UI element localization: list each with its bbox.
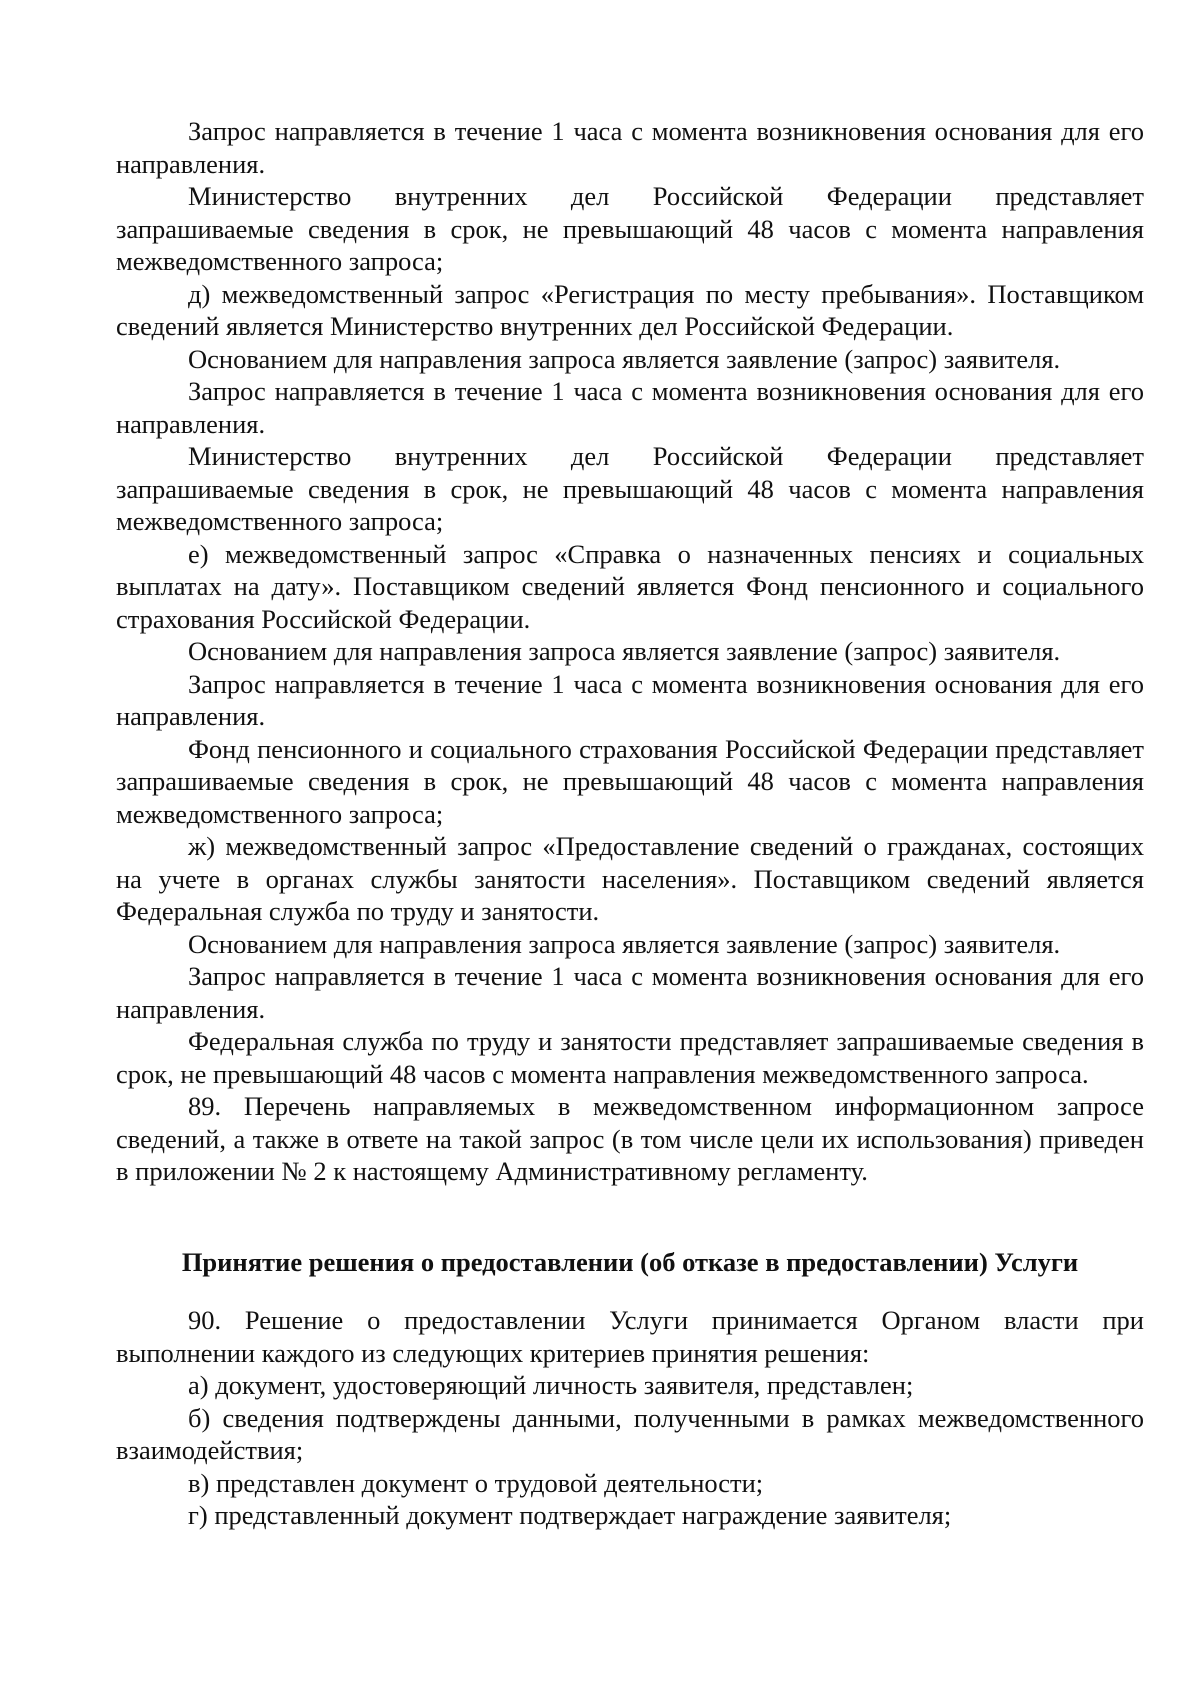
criterion-g: г) представленный документ подтверждает награждение заявителя; bbox=[188, 1500, 952, 1530]
criterion-b: б) сведения подтверждены данными, полученными в рамках межведомственного взаимодействия; bbox=[116, 1402, 1144, 1465]
paragraph: Министерство внутренних дел Российской Федерации представляет запрашиваемые сведения в срок, не превышающий 48 часов с момента направления межведомственного запроса; bbox=[116, 441, 1144, 536]
paragraph-item-e: е) межведомственный запрос «Справка о назначенных пенсиях и социальных выплатах на дату». Поставщиком сведений является Фонд пенсионного и социального страхования Российской Федерации. bbox=[116, 538, 1144, 634]
paragraph-item-zh: ж) межведомственный запрос «Предоставление сведений о гражданах, состоящих на учете в органах службы занятости населения». Поставщиком сведений является Федеральная служба по труду и занятости. bbox=[116, 831, 1144, 926]
paragraph-item-d: д) межведомственный запрос «Регистрация по месту пребывания». Поставщиком сведений является Министерство внутренних дел Российской Федерации. bbox=[116, 278, 1144, 341]
paragraph: Основанием для направления запроса является заявление (запрос) заявителя. bbox=[188, 636, 1061, 666]
paragraph: Запрос направляется в течение 1 часа с момента возникновения основания для его направления. bbox=[116, 668, 1144, 731]
paragraph-90: 90. Решение о предоставлении Услуги принимается Органом власти при выполнении каждого из следующих критериев принятия решения: bbox=[116, 1305, 1144, 1368]
criterion-v: в) представлен документ о трудовой деятельности; bbox=[188, 1467, 764, 1498]
paragraph: Министерство внутренних дел Российской Федерации представляет запрашиваемые сведения в срок, не превышающий 48 часов с момента направления межведомственного запроса; bbox=[116, 181, 1144, 276]
document-page bbox=[116, 115, 1144, 1532]
paragraph: Основанием для направления запроса является заявление (запрос) заявителя. bbox=[188, 928, 1061, 959]
section-heading: Принятие решения о предоставлении (об отказе в предоставлении) Услуги bbox=[181, 1246, 1079, 1277]
paragraph: Запрос направляется в течение 1 часа с момента возникновения основания для его направления. bbox=[116, 961, 1144, 1024]
criterion-a: а) документ, удостоверяющий личность заявителя, представлен; bbox=[188, 1370, 914, 1400]
paragraph: Запрос направляется в течение 1 часа с момента возникновения основания для его направления. bbox=[116, 116, 1144, 179]
paragraph: Запрос направляется в течение 1 часа с момента возникновения основания для его направления. bbox=[116, 376, 1144, 439]
paragraph-89: 89. Перечень направляемых в межведомственном информационном запросе сведений, а также в ответе на такой запрос (в том числе цели их использования) приведен в приложении № 2 к настоящему Административному регламенту. bbox=[116, 1091, 1144, 1186]
paragraph: Основанием для направления запроса является заявление (запрос) заявителя. bbox=[188, 343, 1061, 374]
paragraph: Фонд пенсионного и социального страхования Российской Федерации представляет запрашиваемые сведения в срок, не превышающий 48 часов с момента направления межведомственного запроса; bbox=[116, 733, 1144, 829]
paragraph: Федеральная служба по труду и занятости представляет запрашиваемые сведения в срок, не превышающий 48 часов с момента направления межведомственного запроса. bbox=[116, 1026, 1144, 1089]
